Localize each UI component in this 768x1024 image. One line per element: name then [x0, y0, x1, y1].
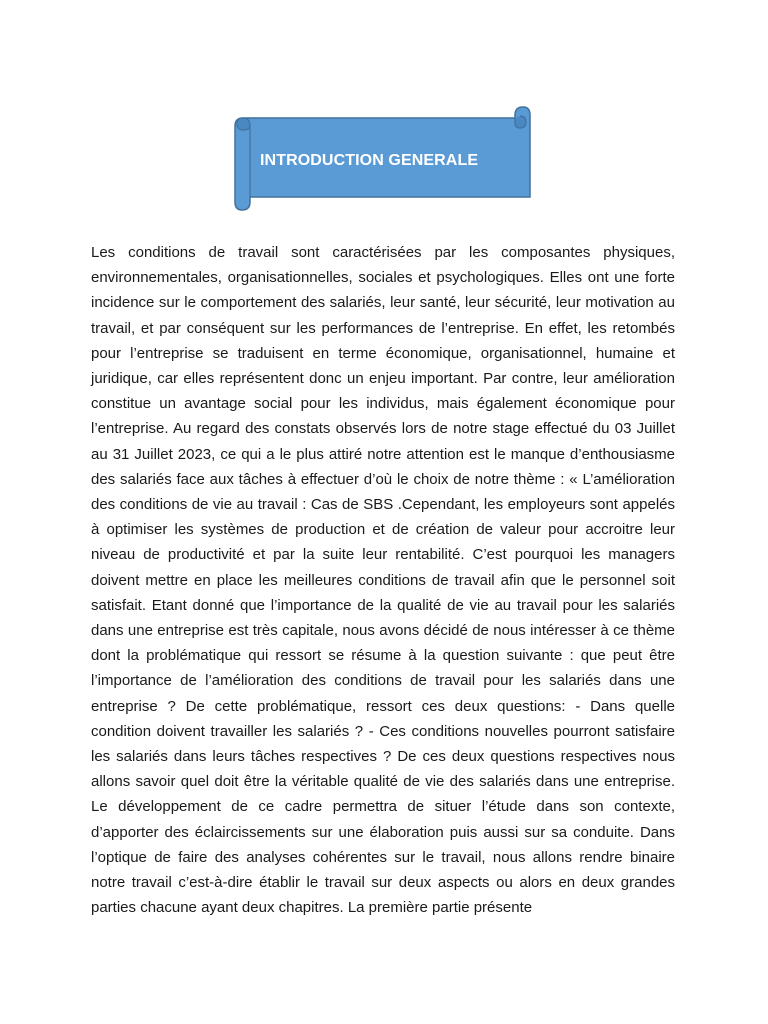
intro-paragraph: Les conditions de travail sont caractérisées par les composantes physiques, environnementales, organisationnelles, sociales et psychologiques. Elles ont une forte incidence sur le comportement des salariés, leur santé, leur sécurité, leur motivation au travail, et par conséquent sur les performances de l’entreprise. En effet, les retombés pour l’entreprise se traduisent en terme économique, organisationnel, humaine et juridique, car elles représentent donc un enjeu important. Par contre, leur amélioration constitue un avantage social pour les individus, mais également économique pour l’entreprise. Au regard des constats observés lors de notre stage effectué du 03 Juillet au 31 Juillet 2023, ce qui a le plus attiré notre attention est le manque d’enthousiasme des salariés face aux tâches à effectuer d’où le choix de notre thème : « L’amélioration des conditions de vie au travail : Cas de SBS .Cependant, les employeurs sont appelés à optimiser les systèmes de production et de création de valeur pour accroitre leur niveau de productivité et par la suite leur rentabilité. C’est pourquoi les managers doivent mettre en place les meilleures conditions de travail afin que le personnel soit satisfait. Etant donné que l’importance de la qualité de vie au travail pour les salariés dans une entreprise est très capitale, nous avons décidé de nous intéresser à ce thème dont la problématique qui ressort se résume à la question suivante : que peut être l’importance de l’amélioration des conditions de travail pour les salariés dans une entreprise ? De cette problématique, ressort ces deux questions: - Dans quelle condition doivent travailler les salariés ? - Ces conditions nouvelles pourront satisfaire les salariés dans leurs tâches respectives ? De ces deux questions respectives nous allons savoir quel doit être la véritable qualité de vie des salariés dans une entreprise. Le développement de ce cadre permettra de situer l’étude dans son contexte, d’apporter des éclaircissements sur une élaboration puis aussi sur sa conduite. Dans l’optique de faire des analyses cohérentes sur le travail, nous allons rendre binaire notre travail c’est-à-dire établir le travail sur deux aspects ou alors en deux grandes parties chacune ayant deux chapitres. La première partie présente	[91, 244, 675, 917]
body-text	[91, 240, 675, 920]
title-banner-scroll	[230, 102, 535, 216]
banner-title: INTRODUCTION GENERALE	[260, 152, 479, 169]
